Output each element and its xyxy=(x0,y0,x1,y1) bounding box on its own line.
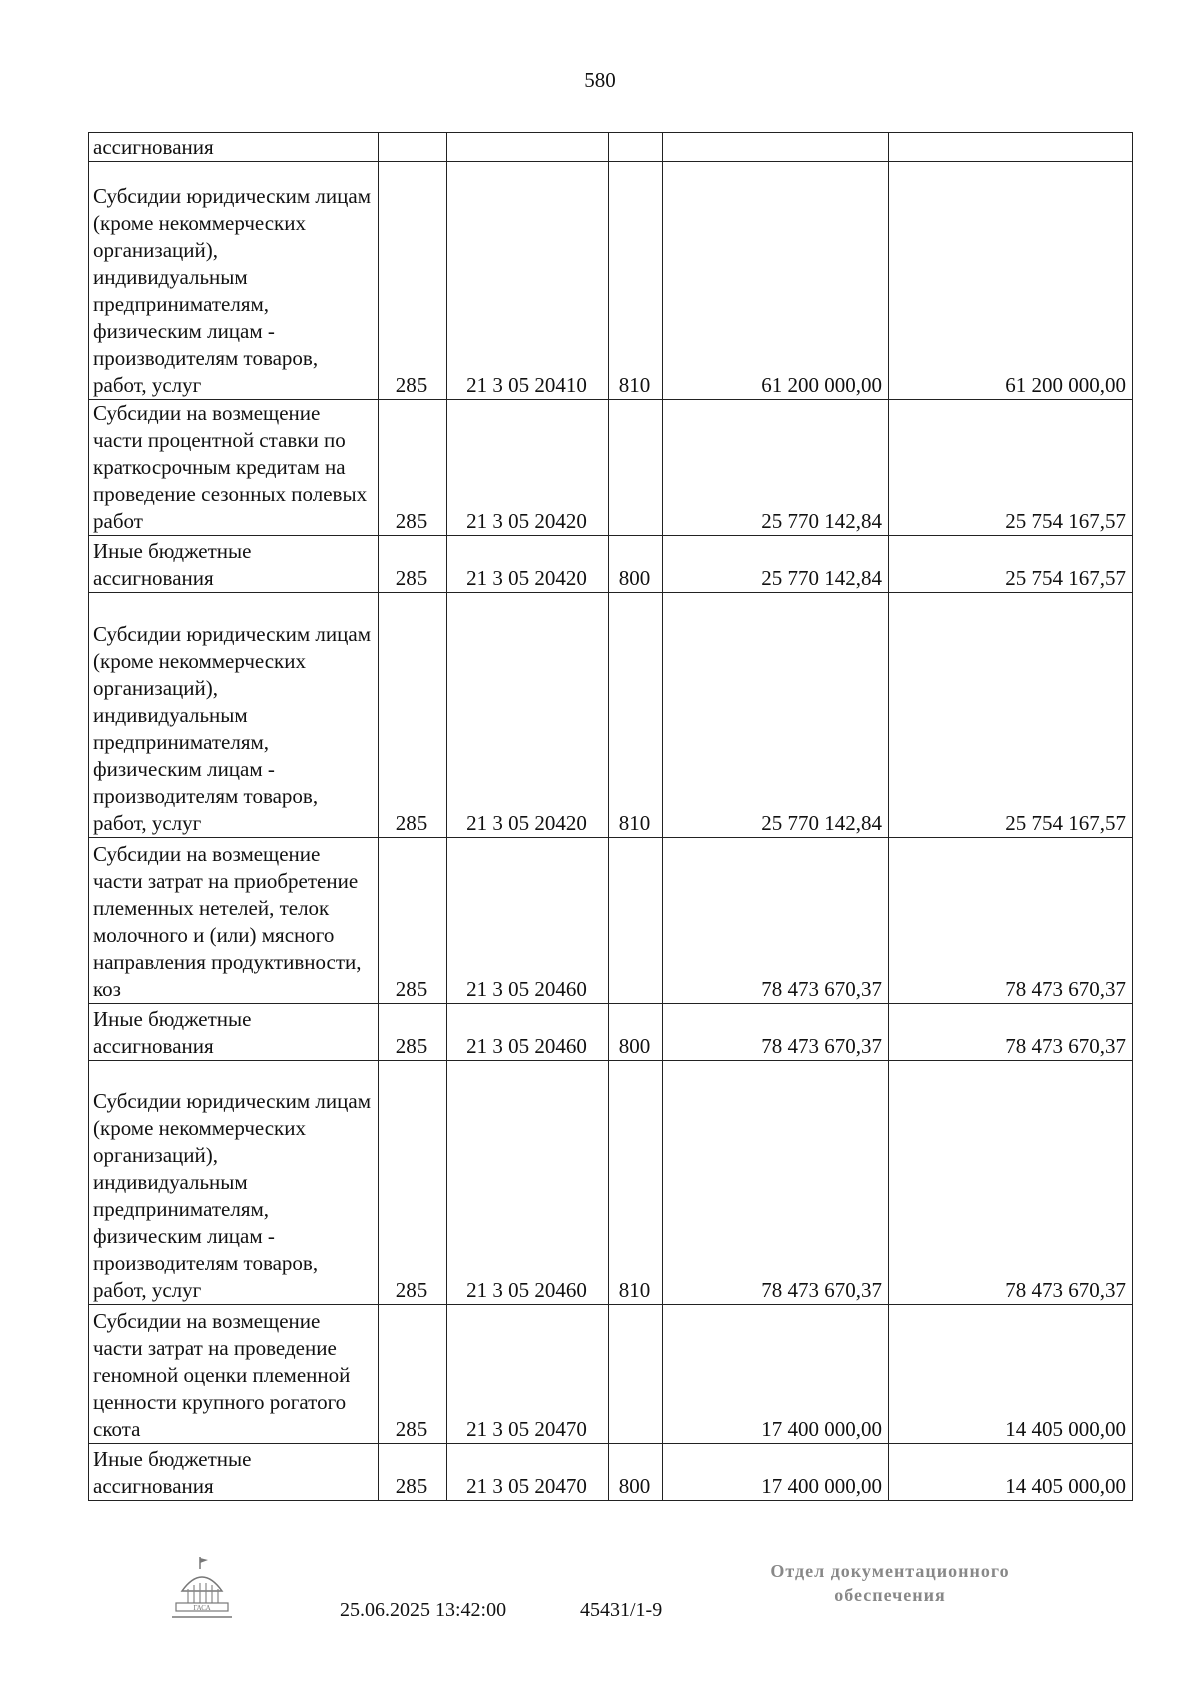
table-row xyxy=(89,1004,1133,1061)
row-code: 285 xyxy=(379,593,447,838)
row-kcsr: 21 3 05 20410 xyxy=(447,162,609,400)
row-amount2: 78 473 670,37 xyxy=(889,1061,1133,1305)
row-amount2: 25 754 167,57 xyxy=(889,400,1133,536)
row-kcsr: 21 3 05 20470 xyxy=(447,1305,609,1444)
row-kvr: 810 xyxy=(609,1061,663,1305)
row-code: 285 xyxy=(379,162,447,400)
row-kvr: 800 xyxy=(609,1004,663,1061)
row-amount2: 14 405 000,00 xyxy=(889,1444,1133,1501)
row-code: 285 xyxy=(379,400,447,536)
row-name: Иные бюджетные ассигнования xyxy=(89,1444,379,1501)
row-name: Субсидии юридическим лицам (кроме некоммерческих организаций), индивидуальным предпринимателям, физическим лицам - производителям товаров, работ, услуг xyxy=(89,593,379,838)
row-kvr xyxy=(609,133,663,162)
row-amount1: 78 473 670,37 xyxy=(663,1004,889,1061)
row-name: Субсидии юридическим лицам (кроме некоммерческих организаций), индивидуальным предпринимателям, физическим лицам - производителям товаров, работ, услуг xyxy=(89,1061,379,1305)
row-amount2: 78 473 670,37 xyxy=(889,1004,1133,1061)
timestamp: 25.06.2025 13:42:00 xyxy=(340,1599,507,1621)
row-amount2: 14 405 000,00 xyxy=(889,1305,1133,1444)
row-kcsr: 21 3 05 20460 xyxy=(447,1004,609,1061)
row-name: Иные бюджетные ассигнования xyxy=(89,536,379,593)
stamp-line: обеспечения xyxy=(834,1585,946,1605)
row-amount1: 61 200 000,00 xyxy=(663,162,889,400)
row-code: 285 xyxy=(379,838,447,1004)
table-row xyxy=(89,1061,1133,1305)
table-row xyxy=(89,593,1133,838)
document-number: 45431/1-9 xyxy=(580,1599,663,1621)
row-amount1: 25 770 142,84 xyxy=(663,536,889,593)
stamp-line: Отдел документационного xyxy=(770,1561,1010,1581)
department-stamp xyxy=(740,1559,1040,1607)
row-kvr xyxy=(609,1305,663,1444)
row-amount2: 61 200 000,00 xyxy=(889,162,1133,400)
table-row xyxy=(89,1305,1133,1444)
row-name: ассигнования xyxy=(89,133,379,162)
page-footer xyxy=(0,1555,1200,1675)
row-kcsr: 21 3 05 20470 xyxy=(447,1444,609,1501)
budget-table xyxy=(88,132,1133,1501)
logo-text: ГАСА xyxy=(193,1604,211,1612)
building-logo-icon xyxy=(170,1555,234,1623)
row-amount2: 25 754 167,57 xyxy=(889,593,1133,838)
table-row xyxy=(89,400,1133,536)
row-code: 285 xyxy=(379,536,447,593)
row-kcsr xyxy=(447,133,609,162)
table-row xyxy=(89,133,1133,162)
row-kvr: 800 xyxy=(609,536,663,593)
row-amount2 xyxy=(889,133,1133,162)
row-name: Субсидии на возмещение части затрат на проведение геномной оценки племенной ценности крупного рогатого скота xyxy=(89,1305,379,1444)
row-kcsr: 21 3 05 20420 xyxy=(447,593,609,838)
row-code: 285 xyxy=(379,1061,447,1305)
table-row xyxy=(89,1444,1133,1501)
row-kcsr: 21 3 05 20460 xyxy=(447,1061,609,1305)
row-name: Иные бюджетные ассигнования xyxy=(89,1004,379,1061)
row-kcsr: 21 3 05 20420 xyxy=(447,400,609,536)
row-kvr xyxy=(609,400,663,536)
row-code: 285 xyxy=(379,1444,447,1501)
table-row xyxy=(89,162,1133,400)
table-row xyxy=(89,838,1133,1004)
row-code xyxy=(379,133,447,162)
row-kcsr: 21 3 05 20420 xyxy=(447,536,609,593)
row-amount1: 17 400 000,00 xyxy=(663,1444,889,1501)
row-amount1: 17 400 000,00 xyxy=(663,1305,889,1444)
row-name: Субсидии юридическим лицам (кроме некоммерческих организаций), индивидуальным предпринимателям, физическим лицам - производителям товаров, работ, услуг xyxy=(89,162,379,400)
row-amount1: 78 473 670,37 xyxy=(663,838,889,1004)
row-kvr: 810 xyxy=(609,593,663,838)
page-number: 580 xyxy=(584,68,616,92)
row-amount1 xyxy=(663,133,889,162)
row-amount1: 78 473 670,37 xyxy=(663,1061,889,1305)
row-amount1: 25 770 142,84 xyxy=(663,593,889,838)
row-code: 285 xyxy=(379,1004,447,1061)
row-kcsr: 21 3 05 20460 xyxy=(447,838,609,1004)
row-kvr: 810 xyxy=(609,162,663,400)
row-amount2: 25 754 167,57 xyxy=(889,536,1133,593)
row-kvr xyxy=(609,838,663,1004)
row-kvr: 800 xyxy=(609,1444,663,1501)
row-code: 285 xyxy=(379,1305,447,1444)
row-name: Субсидии на возмещение части затрат на приобретение племенных нетелей, телок молочного и (или) мясного направления продуктивности, коз xyxy=(89,838,379,1004)
row-amount1: 25 770 142,84 xyxy=(663,400,889,536)
row-name: Субсидии на возмещение части процентной ставки по краткосрочным кредитам на проведение сезонных полевых работ xyxy=(89,400,379,536)
row-amount2: 78 473 670,37 xyxy=(889,838,1133,1004)
table-row xyxy=(89,536,1133,593)
